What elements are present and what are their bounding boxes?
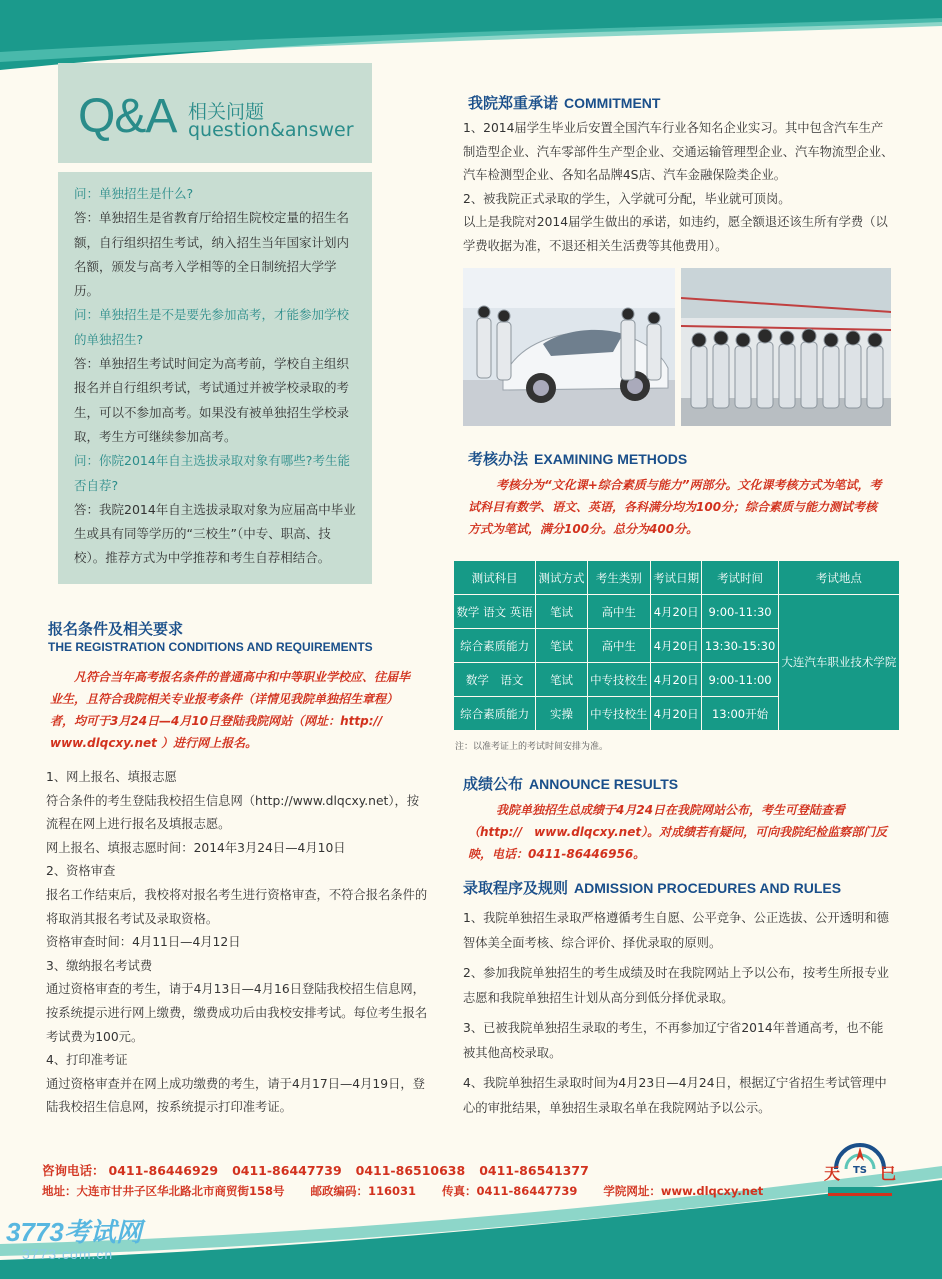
cell: 13:00开始 <box>702 697 778 731</box>
results-title <box>463 773 678 794</box>
cell: 4月20日 <box>650 595 702 629</box>
cell-location: 大连汽车职业技术学院 <box>778 595 899 731</box>
cell: 高中生 <box>587 629 650 663</box>
logo-text <box>824 1161 896 1184</box>
qa-question-2: 问：单独招生是不是要先参加高考，才能参加学校的单独招生? <box>74 307 350 347</box>
admission-line: 2、参加我院单独招生的考生成绩及时在我院网站上予以公布，按考生所报专业志愿和我院单独招生计划从高分到低分择优录取。 <box>463 966 889 1005</box>
admission-line: 3、已被我院单独招生录取的考生，不再参加辽宁省2014年普通高考，也不能被其他高校录取。 <box>463 1021 884 1060</box>
results-text: 我院单独招生总成绩于4月24日在我院网站公布，考生可登陆查看（http:// www.dlqcxy.net）。对成绩若有疑问，可向我院纪检监察部门反映，电话：0411-86446956。 <box>468 803 888 861</box>
commitment-title-cn: 我院郑重承诺 <box>468 94 559 112</box>
cell: 9:00-11:30 <box>702 595 778 629</box>
cell: 4月20日 <box>650 629 702 663</box>
reg-line: 报名工作结束后，我校将对报名考生进行资格审查，不符合报名条件的将取消其报名考试及录取资格。 <box>46 887 428 926</box>
admission-line: 4、我院单独招生录取时间为4月23日—4月24日，根据辽宁省招生考试管理中心的审批结果，单独招生录取名单在我院网站予以公示。 <box>463 1076 887 1115</box>
results-title-cn: 成绩公布 <box>463 775 524 793</box>
th-category: 考生类别 <box>587 561 650 595</box>
admission-title-en: ADMISSION PROCEDURES AND RULES <box>574 880 842 896</box>
th-location: 考试地点 <box>778 561 899 595</box>
examining-title-cn: 考核办法 <box>468 450 529 468</box>
examining-text: 考核分为“文化课+综合素质与能力”两部分。文化课考核方式为笔试，考试科目有数学、语文、英语，各科满分均为100分；综合素质与能力测试考核方式为笔试，满分100分。总分为400分。 <box>468 478 882 536</box>
reg-line: 符合条件的考生登陆我校招生信息网（http://www.dlqcxy.net），按流程在网上进行报名及填报志愿。 <box>46 793 420 832</box>
examining-title <box>468 448 687 469</box>
cell: 数学 语文 英语 <box>454 595 536 629</box>
registration-title-en: THE REGISTRATION CONDITIONS AND REQUIREMENTS <box>48 640 373 654</box>
reg-line: 4、打印准考证 <box>46 1053 128 1068</box>
reg-line: 3、缴纳报名考试费 <box>46 958 153 973</box>
logo-char-right: 巳 <box>879 1164 896 1183</box>
th-date: 考试日期 <box>650 561 702 595</box>
cell: 笔试 <box>536 595 588 629</box>
cell: 中专技校生 <box>587 663 650 697</box>
qa-answer-1: 答：单独招生是省教育厅给招生院校定量的招生名额，自行组织招生考试，纳入招生当年国家计划内名额，颁发与高考入学相等的全日制统招大学学历。 <box>74 210 350 299</box>
footer-contact <box>42 1183 777 1199</box>
examining-title-en: EXAMINING METHODS <box>534 451 688 467</box>
th-subject: 测试科目 <box>454 561 536 595</box>
logo-char-left: 天 <box>824 1164 841 1183</box>
exam-schedule-table <box>453 560 900 731</box>
qa-body <box>58 172 372 584</box>
registration-steps <box>46 766 430 1120</box>
phone-label: 咨询电话： <box>42 1163 105 1178</box>
cell: 13:30-15:30 <box>702 629 778 663</box>
cell: 数学 语文 <box>454 663 536 697</box>
qa-answer-3: 答：我院2014年自主选拔录取对象为应届高中毕业生或具有同等学历的“三校生”（中专、职高、技校）。推荐方式为中学推荐和考生自荐相结合。 <box>74 501 356 566</box>
phone-number: 0411-86510638 <box>355 1163 466 1178</box>
reg-line: 通过资格审查的考生，请于4月13日—4月16日登陆我校招生信息网，按系统提示进行网上缴费，缴费成功后由我校安排考试。每位考生报名考试费为100元。 <box>46 982 428 1044</box>
phone-number: 0411-86447739 <box>232 1163 342 1178</box>
footer-phones <box>42 1161 603 1179</box>
students-group-photo <box>681 268 891 426</box>
footer-fax: 传真：0411-86447739 <box>442 1184 578 1198</box>
cell: 综合素质能力 <box>454 697 536 731</box>
school-logo <box>822 1135 898 1199</box>
reg-line: 1、网上报名、填报志愿 <box>46 770 177 784</box>
qa-title-en: question&answer <box>188 119 354 141</box>
reg-line: 资格审查时间：4月11日—4月12日 <box>46 935 241 950</box>
cell: 实操 <box>536 697 588 731</box>
qa-question-1: 问：单独招生是什么? <box>74 186 194 201</box>
th-method: 测试方式 <box>536 561 588 595</box>
table-note: 注：以准考证上的考试时间安排为准。 <box>455 742 609 752</box>
cell: 4月20日 <box>650 697 702 731</box>
footer-postcode: 邮政编码：116031 <box>310 1184 417 1198</box>
reg-line: 2、资格审查 <box>46 864 116 879</box>
footer-website: 学院网址：www.dlqcxy.net <box>603 1184 764 1198</box>
commitment-line: 1、2014届学生毕业后安置全国汽车行业各知名企业实习。其中包含汽车生产制造型企业、汽车零部件生产型企业、交通运输管理型企业、汽车物流型企业、汽车检测型企业、各知名品牌4S店、汽车金融保险类企业。 <box>463 121 894 183</box>
registration-notice: 凡符合当年高考报名条件的普通高中和中等职业学校应、往届毕业生，且符合我院相关专业报考条件（详情见我院单独招生章程）者，均可于3月24日—4月10日登陆我院网站（网址：http:// www.dlqcxy.net ）进行网上报名。 <box>50 670 411 750</box>
cell: 4月20日 <box>650 663 702 697</box>
watermark-sub: 3773.com.cn <box>22 1246 114 1262</box>
watermark-main: 3773考试网 <box>6 1217 142 1247</box>
phone-number: 0411-86446929 <box>108 1163 219 1178</box>
commitment-line: 2、被我院正式录取的学生，入学就可分配，毕业就可顶岗。 <box>463 191 791 206</box>
admission-title-cn: 录取程序及规则 <box>463 879 569 897</box>
footer-address: 地址：大连市甘井子区华北路北市商贸街158号 <box>42 1184 285 1198</box>
qa-title-big: Q&A <box>78 90 177 143</box>
phone-number: 0411-86541377 <box>479 1163 589 1178</box>
commitment-title <box>468 92 660 113</box>
qa-question-3: 问：你院2014年自主选拔录取对象有哪些?考生能否自荐? <box>74 453 350 493</box>
commitment-title-en: COMMITMENT <box>564 95 661 111</box>
registration-title-cn: 报名条件及相关要求 <box>48 620 184 638</box>
cell: 中专技校生 <box>587 697 650 731</box>
qa-header <box>58 63 372 163</box>
admission-title <box>463 877 841 898</box>
th-time: 考试时间 <box>702 561 778 595</box>
cell: 9:00-11:00 <box>702 663 778 697</box>
registration-title <box>48 618 183 639</box>
table-row <box>454 595 900 629</box>
reg-line: 网上报名、填报志愿时间：2014年3月24日—4月10日 <box>46 840 346 855</box>
students-car-photo <box>463 268 675 426</box>
admission-line: 1、我院单独招生录取严格遵循考生自愿、公平竞争、公正选拔、公开透明和德智体美全面考核、综合评价、择优录取的原则。 <box>463 911 889 950</box>
qa-title-cn: 相关问题 <box>188 101 265 123</box>
admission-text <box>463 906 895 1120</box>
commitment-text <box>463 117 895 259</box>
qa-answer-2: 答：单独招生考试时间定为高考前，学校自主组织报名并自行组织考试，考试通过并被学校录取的考生，可以不参加高考。如果没有被单独招生学校录取，考生方可继续参加高考。 <box>74 356 350 444</box>
results-title-en: ANNOUNCE RESULTS <box>529 776 679 792</box>
table-header-row <box>454 561 900 595</box>
cell: 笔试 <box>536 629 588 663</box>
logo-char-mid: TS <box>852 1165 868 1176</box>
cell: 笔试 <box>536 663 588 697</box>
reg-line: 通过资格审查并在网上成功缴费的考生，请于4月17日—4月19日，登陆我校招生信息网，按系统提示打印准考证。 <box>46 1076 425 1115</box>
cell: 高中生 <box>587 595 650 629</box>
cell: 综合素质能力 <box>454 629 536 663</box>
commitment-line: 以上是我院对2014届学生做出的承诺，如违约，愿全额退还该生所有学费（以学费收据为准，不退还相关生活费等其他费用）。 <box>463 215 888 253</box>
